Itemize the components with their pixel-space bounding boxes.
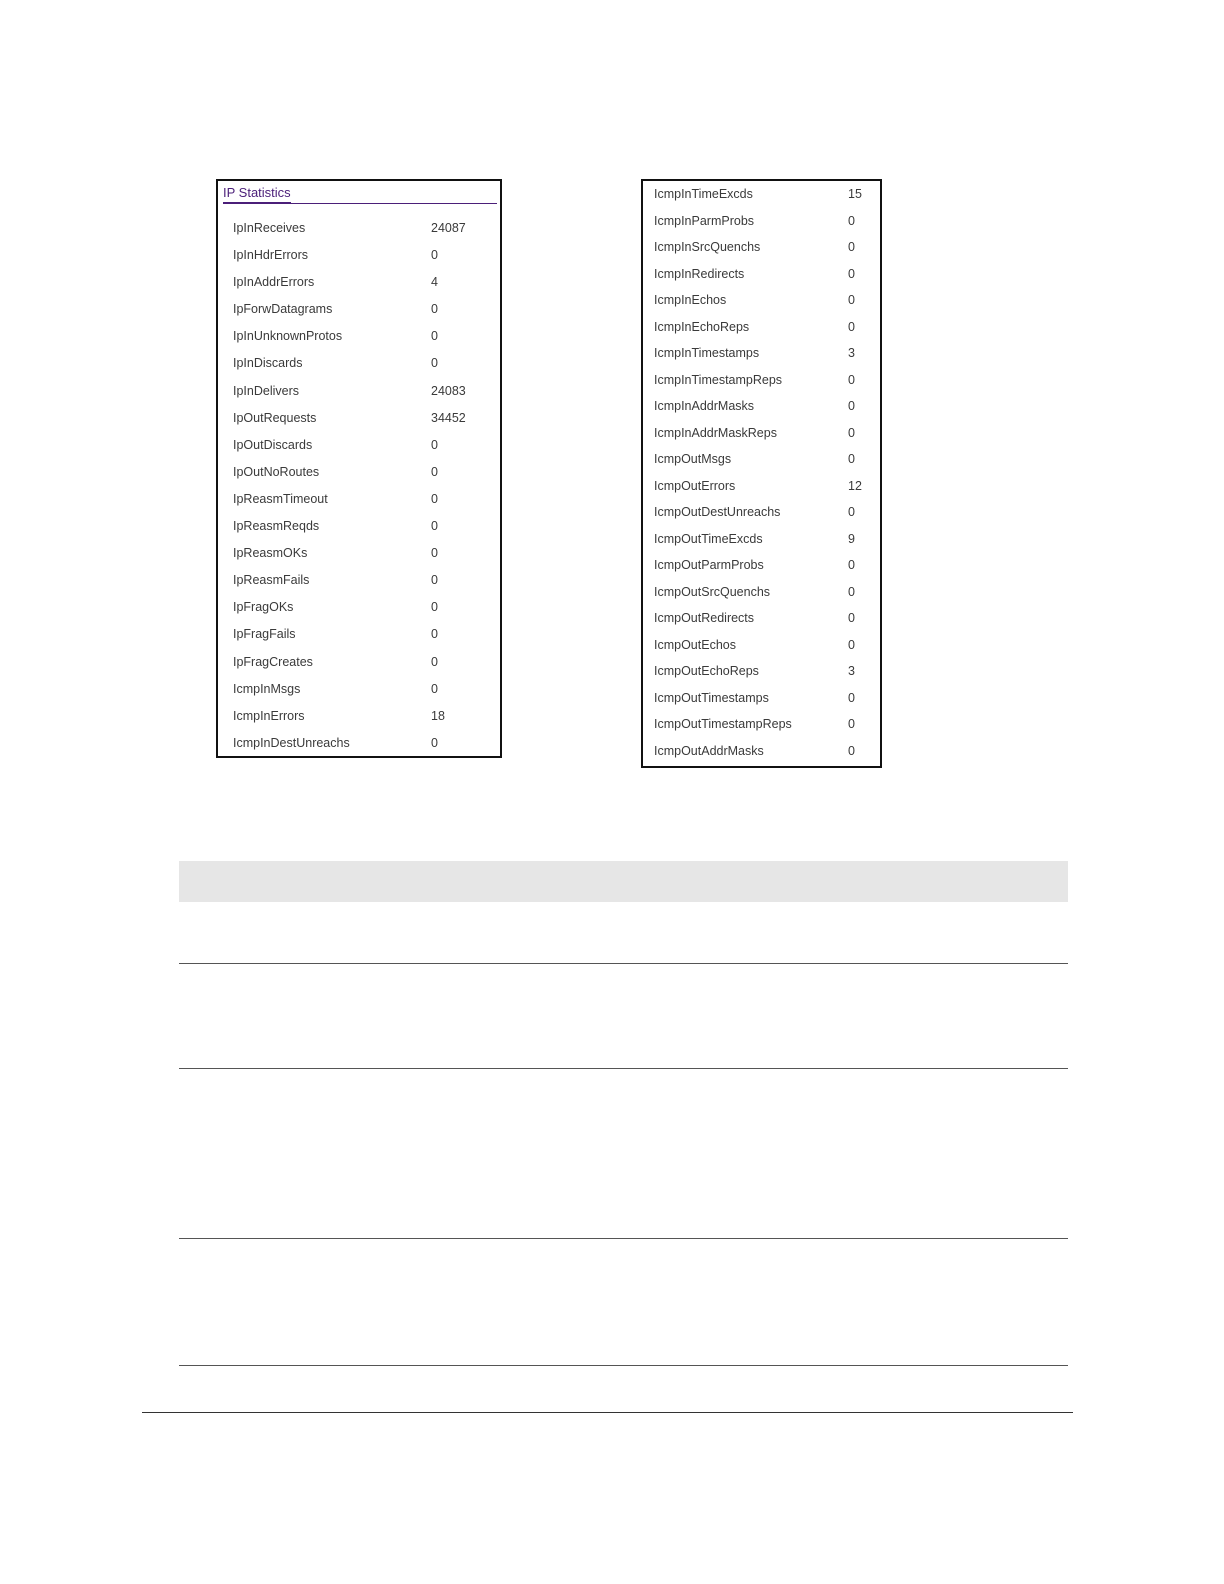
stat-row <box>643 340 880 367</box>
stat-row <box>218 215 500 242</box>
ip-statistics-panel <box>216 179 502 758</box>
stat-row <box>218 540 500 567</box>
stat-row <box>643 367 880 394</box>
stat-value: 4 <box>431 275 438 290</box>
stat-value: 34452 <box>431 410 466 425</box>
stat-row <box>218 269 500 296</box>
stat-value: 0 <box>431 573 438 588</box>
stat-value: 15 <box>848 187 862 201</box>
stat-row <box>218 594 500 621</box>
stat-row <box>218 703 500 730</box>
stat-name: IpInUnknownProtos <box>233 329 343 344</box>
stat-name: IcmpOutTimestamps <box>654 690 769 705</box>
stat-name: IpInAddrErrors <box>233 275 315 290</box>
table-row-divider <box>179 1068 1068 1069</box>
stat-name: IcmpInEchoReps <box>654 319 750 334</box>
stat-name: IpInDelivers <box>233 383 299 398</box>
stat-name: IpFragFails <box>233 627 296 642</box>
stat-value: 9 <box>848 531 855 546</box>
stat-value: 0 <box>848 293 855 307</box>
stat-row <box>643 499 880 526</box>
stat-row <box>218 621 500 648</box>
stat-value: 0 <box>431 464 438 479</box>
stat-row <box>643 234 880 261</box>
stat-value: 0 <box>431 248 438 263</box>
stats-list-right <box>643 181 880 764</box>
stat-row <box>218 459 500 486</box>
stat-value: 0 <box>848 213 855 228</box>
stat-row <box>218 378 500 405</box>
table-row-divider <box>179 1365 1068 1366</box>
table-row-divider <box>179 1238 1068 1239</box>
stat-value: 0 <box>431 437 438 452</box>
stat-value: 0 <box>848 743 855 758</box>
stat-row <box>643 526 880 553</box>
stat-name: IcmpOutParmProbs <box>654 558 764 572</box>
table-row-divider <box>179 963 1068 964</box>
stat-name: IpOutNoRoutes <box>233 464 320 479</box>
stat-value: 0 <box>848 505 855 519</box>
stat-row <box>643 738 880 765</box>
stat-row <box>218 730 500 757</box>
stat-name: IpFragCreates <box>233 654 313 669</box>
stat-row <box>218 350 500 377</box>
stat-row <box>643 393 880 420</box>
stat-row <box>643 261 880 288</box>
stat-value: 0 <box>431 356 438 371</box>
stat-name: IcmpInErrors <box>233 708 305 723</box>
stat-name: IcmpInAddrMasks <box>654 399 755 413</box>
panel-title: IP Statistics <box>223 185 291 204</box>
stat-value: 0 <box>431 735 438 750</box>
stat-name: IpReasmTimeout <box>233 491 328 506</box>
stat-name: IpInHdrErrors <box>233 248 309 263</box>
stats-list-left <box>218 215 500 757</box>
stat-row <box>643 473 880 500</box>
table-header-band <box>179 861 1068 902</box>
stat-row <box>643 446 880 473</box>
stat-value: 0 <box>848 266 855 281</box>
stat-value: 0 <box>431 627 438 642</box>
stat-row <box>218 405 500 432</box>
stat-name: IpReasmOKs <box>233 546 308 561</box>
stat-name: IcmpInTimestamps <box>654 346 760 360</box>
stat-name: IcmpInRedirects <box>654 266 745 281</box>
stat-value: 0 <box>848 637 855 652</box>
stat-row <box>218 486 500 513</box>
stat-name: IpInReceives <box>233 221 306 235</box>
stat-name: IcmpOutTimestampReps <box>654 717 792 731</box>
stat-name: IcmpOutErrors <box>654 478 736 493</box>
stat-name: IpFragOKs <box>233 600 294 615</box>
stat-value: 0 <box>848 584 855 599</box>
stat-value: 0 <box>431 302 438 317</box>
stat-name: IcmpInTimeExcds <box>654 187 753 201</box>
stat-row <box>643 658 880 685</box>
stat-value: 0 <box>848 240 855 254</box>
stat-row <box>218 323 500 350</box>
stat-name: IcmpOutDestUnreachs <box>654 505 781 519</box>
stat-row <box>643 632 880 659</box>
stat-name: IpInDiscards <box>233 356 303 371</box>
stat-value: 0 <box>848 319 855 334</box>
stat-name: IpReasmReqds <box>233 519 320 534</box>
stat-value: 0 <box>431 329 438 344</box>
stat-name: IcmpInParmProbs <box>654 213 755 228</box>
stat-name: IcmpInMsgs <box>233 681 301 696</box>
stat-value: 0 <box>848 717 855 731</box>
footer-rule <box>142 1412 1073 1413</box>
stat-name: IcmpInAddrMaskReps <box>654 425 777 440</box>
stat-value: 0 <box>848 452 855 466</box>
stat-row <box>643 208 880 235</box>
stat-name: IcmpOutRedirects <box>654 611 755 625</box>
stat-name: IpOutDiscards <box>233 437 313 452</box>
stat-value: 0 <box>848 611 855 625</box>
stat-row <box>218 296 500 323</box>
stat-value: 12 <box>848 478 862 493</box>
stat-value: 24087 <box>431 221 466 235</box>
stat-name: IcmpInSrcQuenchs <box>654 240 761 254</box>
stat-name: IcmpOutEchos <box>654 637 736 652</box>
stat-value: 0 <box>431 600 438 615</box>
stat-row <box>643 685 880 712</box>
stat-value: 0 <box>431 546 438 561</box>
stat-name: IcmpOutTimeExcds <box>654 531 763 546</box>
stat-name: IcmpOutEchoReps <box>654 664 759 678</box>
stat-row <box>643 181 880 208</box>
stat-name: IpReasmFails <box>233 573 310 588</box>
stat-row <box>643 287 880 314</box>
stat-row <box>218 242 500 269</box>
stat-value: 24083 <box>431 383 466 398</box>
stat-name: IcmpOutAddrMasks <box>654 743 764 758</box>
icmp-statistics-panel <box>641 179 882 768</box>
stat-name: IcmpInDestUnreachs <box>233 735 350 750</box>
stat-value: 0 <box>848 690 855 705</box>
stat-row <box>643 552 880 579</box>
stat-value: 3 <box>848 346 855 360</box>
stat-value: 0 <box>848 399 855 413</box>
stat-value: 0 <box>431 491 438 506</box>
stat-row <box>218 567 500 594</box>
title-divider <box>223 203 497 204</box>
stat-name: IpOutRequests <box>233 410 317 425</box>
stat-row <box>643 420 880 447</box>
stat-value: 0 <box>848 558 855 572</box>
stat-name: IcmpOutMsgs <box>654 452 732 466</box>
stat-value: 0 <box>431 519 438 534</box>
stat-name: IcmpInTimestampReps <box>654 372 783 387</box>
stat-row <box>218 676 500 703</box>
stat-value: 3 <box>848 664 855 678</box>
stat-row <box>643 711 880 738</box>
stat-name: IcmpInEchos <box>654 293 727 307</box>
stat-row <box>218 432 500 459</box>
stat-row <box>643 314 880 341</box>
stat-row <box>643 579 880 606</box>
stat-value: 0 <box>848 425 855 440</box>
stat-row <box>643 605 880 632</box>
stat-row <box>218 649 500 676</box>
stat-row <box>218 513 500 540</box>
stat-value: 0 <box>431 681 438 696</box>
stat-value: 0 <box>431 654 438 669</box>
stat-value: 18 <box>431 708 445 723</box>
stat-value: 0 <box>848 372 855 387</box>
stat-name: IpForwDatagrams <box>233 302 333 317</box>
stat-name: IcmpOutSrcQuenchs <box>654 584 771 599</box>
